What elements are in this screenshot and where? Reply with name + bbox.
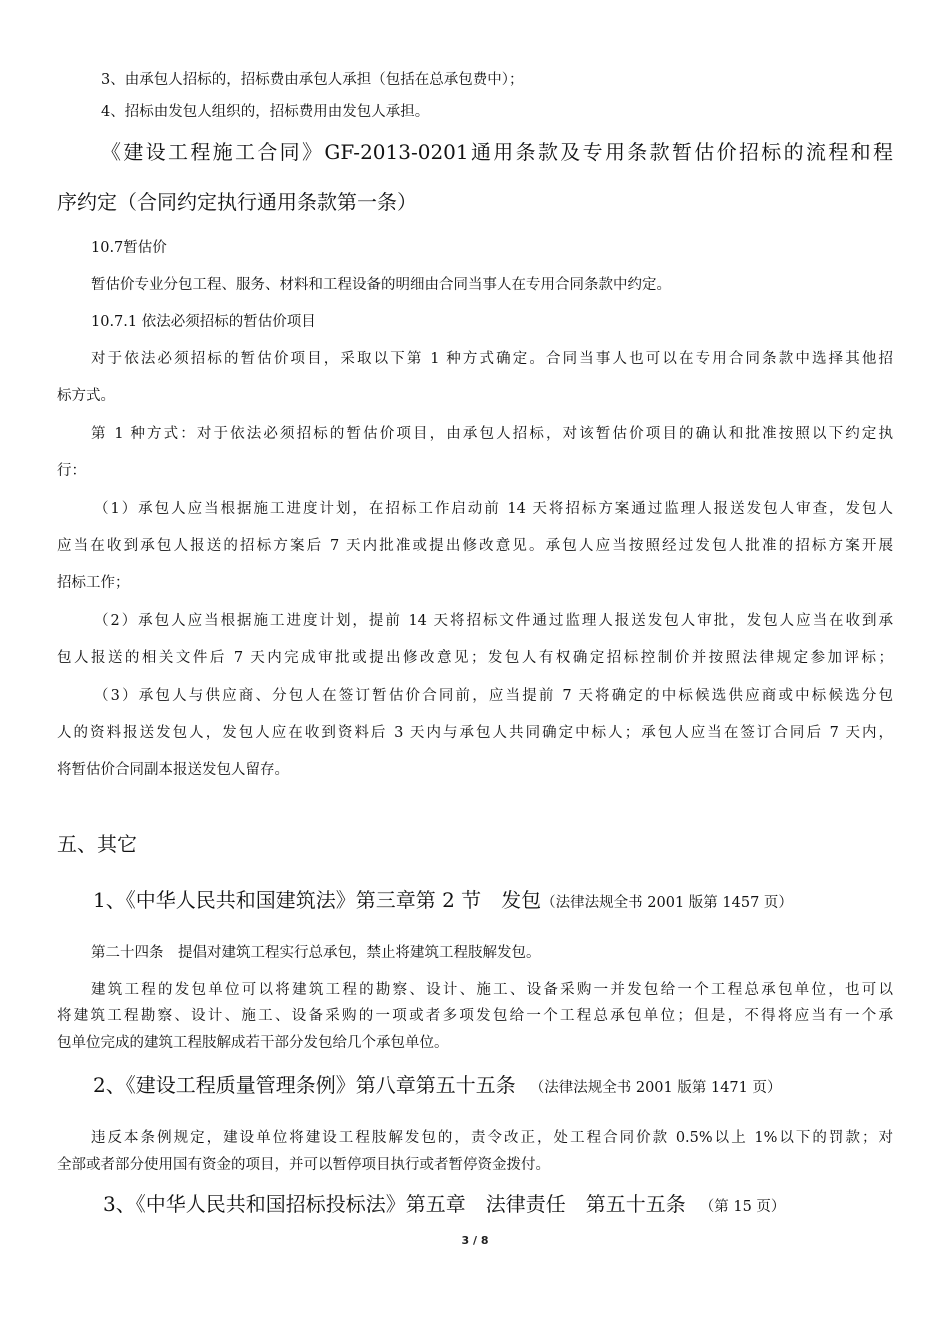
paragraph-line: 4、招标由发包人组织的，招标费用由发包人承担。 [101,104,430,120]
law-heading [93,884,793,913]
clause-number: 10.7.1 依法必须招标的暂估价项目 [91,314,316,330]
paragraph-line: 3、由承包人招标的，招标费由承包人承担（包括在总承包费中）； [101,72,524,88]
article-line: 第二十四条 提倡对建筑工程实行总承包，禁止将建筑工程肢解发包。 [91,945,541,961]
paragraph-line: 全部或者部分使用国有资金的项目，并可以暂停项目执行或者暂停资金拨付。 [57,1157,550,1173]
paragraph-line: 第 1 种方式：对于依法必须招标的暂估价项目，由承包人招标，对该暂估价项目的确认和批准按照以下约定执 [91,426,893,442]
law-heading-source: （第 15 页） [699,1199,786,1215]
section-heading: 《建设工程施工合同》GF-2013-0201通用条款及专用条款暂估价招标的流程和程 [101,140,893,164]
law-heading-title: 2、《建设工程质量管理条例》第八章第五十五条 [93,1073,516,1097]
law-heading-title: 3、《中华人民共和国招标投标法》第五章 法律责任 第五十五条 [103,1192,686,1216]
paragraph-line: 标方式。 [57,388,115,404]
paragraph-line: 包人报送的相关文件后 7 天内完成审批或提出修改意见；发包人有权确定招标控制价并按照法律规定参加评标； [57,650,893,666]
page-number: 3 / 8 [461,1234,489,1247]
paragraph-line: 招标工作； [57,575,130,591]
section-heading: 序约定（合同约定执行通用条款第一条） [57,190,417,214]
paragraph-line: 包单位完成的建筑工程肢解成若干部分发包给几个承包单位。 [57,1035,449,1051]
law-heading [103,1188,785,1217]
paragraph-line: （2）承包人应当根据施工进度计划，提前 14 天将招标文件通过监理人报送发包人审批，发包人应当在收到承 [94,613,893,629]
paragraph-line: 将建筑工程勘察、设计、施工、设备采购的一项或者多项发包给一个工程总承包单位；但是，不得将应当有一个承 [57,1008,893,1024]
paragraph-line: 将暂估价合同副本报送发包人留存。 [57,762,289,778]
clause-number: 10.7暂估价 [91,240,167,256]
paragraph-line: 建筑工程的发包单位可以将建筑工程的勘察、设计、施工、设备采购一并发包给一个工程总承包单位，也可以 [91,982,893,998]
paragraph-line: 对于依法必须招标的暂估价项目，采取以下第 1 种方式确定。合同当事人也可以在专用合同条款中选择其他招 [91,351,893,367]
law-heading [93,1069,781,1098]
paragraph-line: 应当在收到承包人报送的招标方案后 7 天内批准或提出修改意见。承包人应当按照经过发包人批准的招标方案开展 [57,538,893,554]
paragraph-line: 行： [57,463,86,479]
law-heading-source: （法律法规全书 2001 版第 1471 页） [529,1080,782,1096]
section-title: 五、其它 [57,832,137,856]
paragraph-line: 违反本条例规定，建设单位将建设工程肢解发包的，责令改正，处工程合同价款 0.5%以上 1%以下的罚款；对 [91,1130,893,1146]
paragraph-line: （3）承包人与供应商、分包人在签订暂估价合同前，应当提前 7 天将确定的中标候选供应商或中标候选分包 [94,688,893,704]
law-heading-source: （法律法规全书 2001 版第 1457 页） [541,895,793,911]
law-heading-title: 1、《中华人民共和国建筑法》第三章第 2 节 发包 [93,888,542,912]
paragraph-line: 暂估价专业分包工程、服务、材料和工程设备的明细由合同当事人在专用合同条款中约定。 [91,277,671,293]
paragraph-line: 人的资料报送发包人，发包人应在收到资料后 3 天内与承包人共同确定中标人；承包人应当在签订合同后 7 天内， [57,725,893,741]
paragraph-line: （1）承包人应当根据施工进度计划，在招标工作启动前 14 天将招标方案通过监理人报送发包人审查，发包人 [94,501,893,517]
